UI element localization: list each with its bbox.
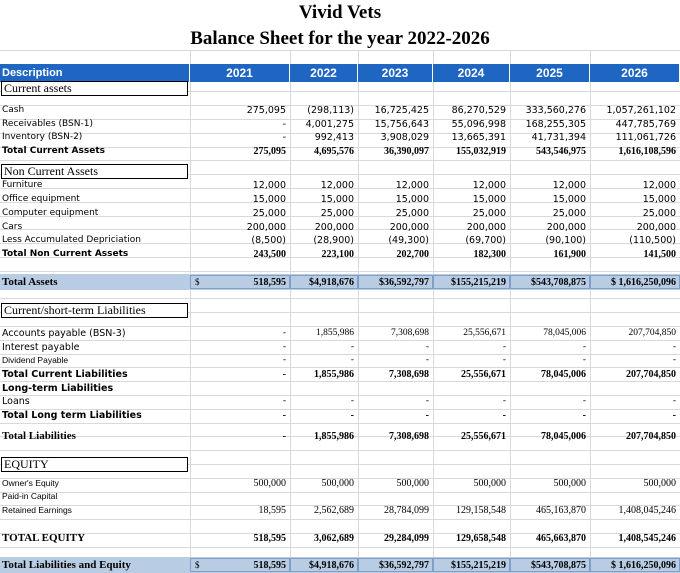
row-label: Less Accumulated Depriciation [2, 235, 141, 245]
row-value-2026[interactable]: 1,408,545,246 [618, 532, 676, 544]
row-value-2025[interactable] [510, 489, 590, 503]
row-label: Total Non Current Assets [2, 249, 129, 259]
currency-symbol: $ [195, 277, 200, 287]
row-label: TOTAL EQUITY [2, 532, 86, 544]
band-value-2024[interactable]: $155,215,219 [451, 559, 506, 571]
row-value-2023[interactable]: 15,756,643 [374, 118, 429, 130]
row-value-2021[interactable]: 200,000 [246, 221, 286, 233]
table-row[interactable] [0, 353, 680, 367]
row-value-2021[interactable]: - [282, 409, 286, 421]
row-value-2024[interactable] [433, 489, 510, 503]
row-value-2025[interactable]: 200,000 [546, 221, 586, 233]
band-value-2024[interactable]: $155,215,219 [451, 276, 506, 288]
row-value-2021[interactable]: 12,000 [252, 179, 286, 191]
row-value-2023[interactable]: (49,300) [388, 234, 429, 246]
row-value-2024[interactable]: 55,096,998 [451, 118, 506, 130]
row-value-2022[interactable]: - [350, 355, 354, 365]
total-equity-row[interactable] [0, 530, 680, 546]
row-value-2023[interactable]: 16,725,425 [374, 104, 429, 116]
row-value-2022[interactable]: 15,000 [320, 193, 354, 205]
row-value-2024[interactable]: 25,556,671 [461, 368, 506, 380]
table-row[interactable] [0, 326, 680, 340]
band-value-2022[interactable]: $4,918,676 [309, 276, 354, 288]
band-label: Total Assets [2, 276, 58, 288]
row-value-2023[interactable]: 202,700 [396, 248, 429, 260]
row-value-2023[interactable]: - [425, 355, 429, 365]
row-value-2023[interactable]: - [425, 409, 429, 421]
row-value-2026[interactable]: 141,500 [643, 248, 676, 260]
grid-hline [0, 450, 680, 451]
row-value-2021[interactable]: - [282, 328, 286, 338]
header-year-2025[interactable]: 2025 [510, 64, 590, 82]
row-value-2023[interactable]: 29,284,099 [384, 532, 429, 544]
table-row[interactable] [0, 233, 680, 247]
table-row[interactable] [0, 340, 680, 354]
section-equity: EQUITY [1, 457, 188, 472]
grid-hline [0, 50, 680, 51]
row-value-2021[interactable]: - [282, 396, 286, 406]
row-value-2021[interactable]: 243,500 [253, 248, 286, 260]
row-label: Computer equipment [2, 208, 99, 218]
row-value-2025[interactable]: 41,731,394 [531, 131, 586, 143]
row-label: Paid-in Capital [2, 491, 58, 501]
table-row[interactable] [0, 489, 680, 503]
row-value-2026[interactable]: 207,704,850 [626, 430, 676, 442]
row-value-2022[interactable]: 12,000 [320, 179, 354, 191]
table-row[interactable] [0, 144, 680, 158]
row-value-2026[interactable]: 1,408,045,246 [618, 504, 676, 516]
section-non-current-assets: Non Current Assets [1, 164, 188, 179]
header-description[interactable]: Description [0, 64, 190, 82]
row-label: Receivables (BSN-1) [2, 119, 93, 129]
row-label: Cars [2, 222, 23, 232]
row-value-2024[interactable]: 129,158,548 [456, 504, 506, 516]
row-value-2025[interactable]: 12,000 [552, 179, 586, 191]
row-value-2024[interactable]: 155,032,919 [456, 145, 506, 157]
row-value-2021[interactable]: - [282, 430, 286, 442]
row-value-2023[interactable]: - [425, 396, 429, 406]
row-value-2022[interactable]: - [350, 342, 354, 352]
row-value-2022[interactable]: 200,000 [314, 221, 354, 233]
band-value-2023[interactable]: $36,592,797 [379, 276, 429, 288]
row-value-2025[interactable]: 78,045,006 [541, 368, 586, 380]
total-liabilities-row[interactable] [0, 428, 680, 444]
header-year-2023[interactable]: 2023 [358, 64, 433, 82]
row-label: Inventory (BSN-2) [2, 132, 83, 142]
row-value-2022[interactable]: 3,062,689 [314, 532, 354, 544]
table-row[interactable] [0, 130, 680, 144]
grid-hline [0, 298, 680, 299]
row-label: Furniture [2, 180, 43, 190]
row-value-2025[interactable]: - [582, 342, 586, 352]
row-value-2024[interactable]: - [502, 409, 506, 421]
row-label: Interest payable [2, 341, 80, 353]
band-value-2023[interactable]: $36,592,797 [379, 559, 429, 571]
row-value-2024[interactable] [433, 381, 510, 395]
row-value-2024[interactable]: 86,270,529 [451, 104, 506, 116]
row-value-2023[interactable]: 28,784,099 [384, 504, 429, 516]
total-liabilities-equity-row[interactable] [0, 557, 680, 573]
row-value-2024[interactable]: 25,000 [472, 207, 506, 219]
grid-hline [0, 423, 680, 424]
row-value-2023[interactable]: 36,390,097 [384, 145, 429, 157]
row-value-2025[interactable]: 78,045,006 [543, 328, 586, 338]
row-value-2026[interactable] [590, 381, 680, 395]
row-value-2026[interactable]: - [672, 409, 676, 421]
band-value-2021[interactable]: 518,595 [253, 276, 286, 288]
row-value-2026[interactable]: - [672, 396, 676, 406]
row-value-2021[interactable]: 18,595 [258, 504, 286, 516]
table-row[interactable] [0, 117, 680, 131]
band-value-2026[interactable]: $ 1,616,250,096 [611, 276, 676, 288]
row-value-2026[interactable]: 1,057,261,102 [606, 104, 676, 116]
row-value-2026[interactable]: 111,061,726 [615, 131, 676, 143]
header-year-2021[interactable]: 2021 [190, 64, 290, 82]
row-label: Loans [2, 395, 30, 407]
row-label: Total Liabilities [2, 430, 76, 442]
row-value-2022[interactable]: 4,695,576 [314, 145, 354, 157]
table-row[interactable] [0, 247, 680, 261]
row-value-2026[interactable]: 25,000 [642, 207, 676, 219]
row-value-2024[interactable]: 25,556,671 [461, 430, 506, 442]
row-value-2023[interactable]: 3,908,029 [380, 131, 429, 143]
row-label: Office equipment [2, 194, 80, 204]
row-value-2024[interactable]: 500,000 [473, 477, 506, 489]
grid-hline [0, 271, 680, 272]
band-value-2021[interactable]: 518,595 [253, 559, 286, 571]
row-value-2026[interactable] [590, 489, 680, 503]
row-value-2022[interactable]: - [350, 409, 354, 421]
row-value-2025[interactable]: 500,000 [553, 477, 586, 489]
row-value-2025[interactable]: - [582, 396, 586, 406]
row-label: Accounts payable (BSN-3) [2, 327, 126, 339]
row-value-2022[interactable]: (298,113) [307, 104, 354, 116]
row-value-2021[interactable]: - [282, 118, 286, 130]
row-value-2026[interactable]: (110,500) [629, 234, 676, 246]
row-value-2024[interactable]: - [502, 342, 506, 352]
row-value-2023[interactable]: - [425, 342, 429, 352]
band-value-2025[interactable]: $543,708,875 [531, 559, 586, 571]
row-value-2024[interactable]: 12,000 [472, 179, 506, 191]
row-value-2023[interactable]: 25,000 [395, 207, 429, 219]
header-row [0, 64, 680, 82]
row-value-2021[interactable]: 500,000 [253, 477, 286, 489]
row-value-2022[interactable] [290, 489, 358, 503]
row-value-2024[interactable]: 15,000 [472, 193, 506, 205]
header-year-2026[interactable]: 2026 [590, 64, 680, 82]
row-value-2021[interactable]: 15,000 [252, 193, 286, 205]
table-row[interactable] [0, 192, 680, 206]
row-label: Owner's Equity [2, 478, 59, 488]
row-value-2024[interactable]: 25,556,671 [463, 328, 506, 338]
row-value-2021[interactable]: 25,000 [252, 207, 286, 219]
row-value-2022[interactable]: - [350, 396, 354, 406]
row-label: Cash [2, 105, 25, 115]
row-value-2022[interactable]: (28,900) [313, 234, 354, 246]
row-value-2025[interactable]: 168,255,305 [525, 118, 586, 130]
row-value-2025[interactable]: 543,546,975 [536, 145, 586, 157]
row-label: Total Current Assets [2, 146, 105, 156]
row-value-2025[interactable]: 25,000 [552, 207, 586, 219]
row-value-2022[interactable]: 2,562,689 [314, 504, 354, 516]
row-value-2023[interactable]: 200,000 [389, 221, 429, 233]
row-value-2026[interactable]: 15,000 [642, 193, 676, 205]
row-value-2023[interactable] [358, 489, 433, 503]
row-value-2022[interactable] [290, 381, 358, 395]
table-row[interactable] [0, 381, 680, 395]
row-value-2025[interactable]: (90,100) [545, 234, 586, 246]
grid-hline [0, 547, 680, 548]
header-year-2022[interactable]: 2022 [290, 64, 358, 82]
row-value-2021[interactable] [190, 381, 290, 395]
row-value-2025[interactable]: - [582, 409, 586, 421]
row-value-2024[interactable]: (69,700) [465, 234, 506, 246]
row-value-2026[interactable]: 200,000 [636, 221, 676, 233]
row-value-2023[interactable] [358, 381, 433, 395]
row-label: Retained Earnings [2, 505, 72, 515]
row-value-2025[interactable]: - [582, 355, 586, 365]
table-row[interactable] [0, 206, 680, 220]
row-value-2021[interactable]: 275,095 [253, 145, 286, 157]
row-label: Long-term Liabilities [2, 382, 114, 394]
band-label: Total Liabilities and Equity [2, 559, 131, 571]
row-value-2023[interactable]: 15,000 [395, 193, 429, 205]
row-value-2025[interactable]: 161,900 [553, 248, 586, 260]
currency-symbol: $ [195, 560, 200, 570]
row-value-2021[interactable]: - [282, 342, 286, 352]
row-value-2026[interactable]: 447,785,769 [615, 118, 676, 130]
row-value-2022[interactable]: 992,413 [314, 131, 354, 143]
row-value-2025[interactable]: 333,560,276 [525, 104, 586, 116]
table-row[interactable] [0, 178, 680, 192]
row-label: Dividend Payable [2, 355, 69, 365]
row-value-2023[interactable]: 500,000 [396, 477, 429, 489]
row-value-2025[interactable]: 15,000 [552, 193, 586, 205]
row-value-2022[interactable]: 223,100 [321, 248, 354, 260]
table-row[interactable] [0, 408, 680, 422]
row-value-2026[interactable]: 1,616,108,596 [618, 145, 676, 157]
row-value-2021[interactable]: (8,500) [251, 234, 286, 246]
row-value-2026[interactable]: 12,000 [642, 179, 676, 191]
section-current-liabilities: Current/short-term Liabilities [1, 303, 188, 318]
header-year-2024[interactable]: 2024 [433, 64, 510, 82]
row-value-2022[interactable]: 1,855,986 [314, 430, 354, 442]
company-title: Vivid Vets [298, 2, 382, 23]
row-value-2025[interactable]: 465,163,870 [536, 504, 586, 516]
table-row[interactable] [0, 503, 680, 517]
table-row[interactable] [0, 220, 680, 234]
row-value-2022[interactable]: 4,001,275 [305, 118, 354, 130]
band-value-2025[interactable]: $543,708,875 [531, 276, 586, 288]
row-value-2025[interactable]: 78,045,006 [541, 430, 586, 442]
table-row[interactable] [0, 103, 680, 117]
row-value-2026[interactable]: - [672, 355, 676, 365]
row-value-2021[interactable]: 518,595 [253, 532, 286, 544]
row-value-2021[interactable]: - [282, 131, 286, 143]
row-value-2022[interactable]: 1,855,986 [316, 328, 354, 338]
row-value-2021[interactable]: - [282, 368, 286, 380]
row-value-2022[interactable]: 1,855,986 [314, 368, 354, 380]
section-current-assets: Current assets [1, 81, 188, 96]
row-value-2023[interactable]: 7,308,698 [389, 430, 429, 442]
row-value-2024[interactable]: 182,300 [473, 248, 506, 260]
table-row[interactable] [0, 394, 680, 408]
row-value-2025[interactable]: 465,663,870 [536, 532, 586, 544]
row-value-2024[interactable]: 13,665,391 [451, 131, 506, 143]
row-value-2023[interactable]: 12,000 [395, 179, 429, 191]
row-value-2021[interactable]: - [282, 355, 286, 365]
table-row[interactable] [0, 367, 680, 381]
row-value-2024[interactable]: - [502, 355, 506, 365]
row-value-2026[interactable]: - [672, 342, 676, 352]
grid-hline [0, 519, 680, 520]
row-value-2024[interactable]: - [502, 396, 506, 406]
row-value-2024[interactable]: 129,658,548 [456, 532, 506, 544]
sheet-subtitle: Balance Sheet for the year 2022-2026 [190, 28, 490, 49]
row-value-2026[interactable]: 207,704,850 [626, 368, 676, 380]
row-label: Total Current Liabilities [2, 368, 128, 380]
row-value-2023[interactable]: 7,308,698 [389, 368, 429, 380]
band-value-2026[interactable]: $ 1,616,250,096 [611, 559, 676, 571]
row-value-2022[interactable]: 500,000 [321, 477, 354, 489]
table-row[interactable] [0, 476, 680, 490]
row-value-2021[interactable]: 275,095 [246, 104, 286, 116]
grid-hline [0, 160, 680, 161]
row-label: Total Long term Liabilities [2, 409, 142, 421]
row-value-2024[interactable]: 200,000 [466, 221, 506, 233]
row-value-2022[interactable]: 25,000 [320, 207, 354, 219]
row-value-2026[interactable]: 500,000 [643, 477, 676, 489]
total-assets-row[interactable] [0, 274, 680, 290]
band-value-2022[interactable]: $4,918,676 [309, 559, 354, 571]
row-value-2023[interactable]: 7,308,698 [391, 328, 429, 338]
row-value-2026[interactable]: 207,704,850 [628, 328, 676, 338]
row-value-2025[interactable] [510, 381, 590, 395]
row-value-2021[interactable] [190, 489, 290, 503]
